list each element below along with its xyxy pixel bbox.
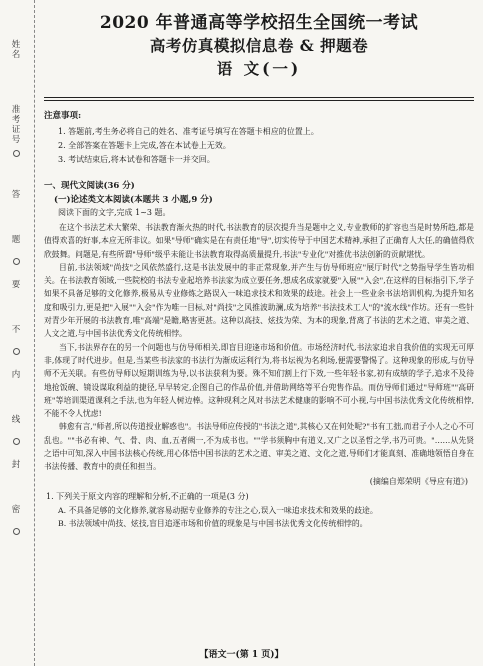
question-option-b: B. 书法领域中尚技、炫技,盲目追逐市场和价值的现象是与中国书法优秀文化传统相悖的。 bbox=[58, 518, 368, 528]
section-modern-reading bbox=[44, 179, 474, 487]
subject-title: 语 文(一) bbox=[216, 59, 302, 78]
passage-paragraph: 在这个书法艺术大繁荣、书法教育渐火热的时代,书法教育的层次提升当是题中之义,专业教师的扩容也当是时势所趋,都是值得欢喜的好事,本应无所非议。如果"导师"确实是在有责任地"导",切实传导于中国艺术精神,承担了正确育人大任,的确值得欣欣鼓舞。问题是,有些所谓"导师"级乎未能让书法教育取得高质量提升,书法"专业化"对推优书法创新的贡献堪忧。 bbox=[44, 223, 474, 259]
binding-hole-icon bbox=[13, 348, 20, 355]
header-rule bbox=[44, 97, 474, 98]
gutter-label-line: 线 bbox=[11, 415, 21, 425]
section-title: 一、现代文阅读(36 分) bbox=[44, 181, 135, 191]
passage-paragraph: 当下,书法界存在的另一个问题也与仿导师相关,即盲目迎逢市场和价值。市场经济时代,书法家追求自我价值的实现无可厚非,体现了时代进步。但是,当某些书法家的书法行为渐成运利行为,将书坛视为名利场,便需要警惕了。这种现象的形成,与仿导师不无关联。有些仿导师以短期训练为导,以书法获利为要。殊不知们割上行下效,一些年轻书家,初有成绩的学子,追求不及待地抢饭碗、镜设谋取利益的捷径,早早转定,企图自己的作品价值,并借助网络等平台兜售作品。而仿导师们通过"导师班""高研班"等培训渠道课利之手法,也为年轻人树边棒。这种现利之风对书法艺术健康的影响不可小视,与中国书法优秀文化传统相悖,不能不令人忧虑! bbox=[44, 342, 474, 419]
gutter-label-answer: 答 bbox=[11, 190, 21, 200]
passage-source: (摘编自郑荣明《导应有道》) bbox=[369, 476, 468, 486]
gutter-label-not: 不 bbox=[11, 325, 21, 335]
header-rule bbox=[44, 100, 474, 101]
gutter-label-seal: 封 bbox=[11, 460, 21, 470]
page-footer: 【语文一(第 1 页)】 bbox=[199, 650, 284, 660]
gutter-label-need: 要 bbox=[11, 280, 21, 290]
question-1 bbox=[44, 491, 474, 530]
gutter-label-inside: 内 bbox=[11, 370, 21, 380]
passage-paragraph: 目前,书法领域"尚技"之风依然盛行,这是书法发展中的非正常现象,并产生与仿导师班应"展厅时代"之势指导学生皆功相关。在书法教育领域,一些院校的书法专业起培养书法家为成立要任务,想成名成家就要"入展""入会",在这样的目标指引下,学子如果不具备足够的文化修养,极易从专业修炼之路误入一味追求技术和效果的歧途。社会上一些业余书法培训机构,为提升知名度和吸引力,更是把"入展""入会"作为唯一目标,对"尚技"之风推波助澜,成为培养"书法技术工人"的"流水线"作坊。还有一些针对青少年开展的书法教育,唯"高端"是瞻,略害更甚。这种以高技、炫技为荣、为本的现象,背离了书法的艺术之道、审美之道、人文之道,与中国书法优秀文化传统相悖。 bbox=[44, 262, 474, 339]
question-option-a: A. 不具备足够的文化修养,就容易动据专业修养的专注之心,误入一味追求技术和效果的歧途。 bbox=[58, 505, 378, 515]
notice-title: 注意事项: bbox=[44, 111, 82, 121]
notice-item: 1. 答题前,考生务必将自己的姓名、准考证号填写在答题卡相应的位置上。 bbox=[58, 127, 319, 136]
notice-item: 2. 全部答案在答题卡上完成,答在本试卷上无效。 bbox=[58, 141, 231, 150]
exam-title: 2020 年普通高等学校招生全国统一考试 bbox=[99, 13, 419, 33]
gutter-label-secret: 密 bbox=[11, 505, 21, 515]
notice-block bbox=[44, 109, 474, 167]
question-stem: 1. 下列关于原文内容的理解和分析,不正确的一项是(3 分) bbox=[46, 491, 249, 501]
binding-hole-icon bbox=[13, 150, 20, 157]
passage-paragraph: 韩愈有言,"师者,所以传道授业解惑也"。书法导师应传授的"书法之道",其核心又在何处呢?"书有工拙,而君子小人之心不可乱也。""书必有神、气、骨、肉、血,五者阙一,不为成书也。""学书须胸中有道义,又广之以圣哲之学,书乃可贵。"……从先贤之语中可知,深入中国书法核心传统,用心体悟中国书法的艺术之道、审美之道、文化之道,导师们才能真刻、准确地领悟自身在书法传播、教育中的责任和担当。 bbox=[44, 422, 474, 472]
binding-gutter bbox=[0, 0, 35, 666]
binding-hole-icon bbox=[13, 258, 20, 265]
exam-page bbox=[44, 6, 474, 530]
gutter-label-exam-number: 准考证号 bbox=[11, 105, 21, 145]
gutter-label-question: 题 bbox=[11, 235, 21, 245]
gutter-label-name: 姓名 bbox=[11, 40, 21, 60]
binding-hole-icon bbox=[13, 438, 20, 445]
notice-item: 3. 考试结束后,将本试卷和答题卡一并交回。 bbox=[58, 155, 215, 164]
exam-subtitle: 高考仿真模拟信息卷 & 押题卷 bbox=[149, 36, 369, 55]
subsection-title: (一)论述类文本阅读(本题共 3 小题,9 分) bbox=[54, 195, 213, 205]
binding-hole-icon bbox=[13, 528, 20, 535]
reading-instruction: 阅读下面的文字,完成 1~3 题。 bbox=[58, 208, 171, 217]
